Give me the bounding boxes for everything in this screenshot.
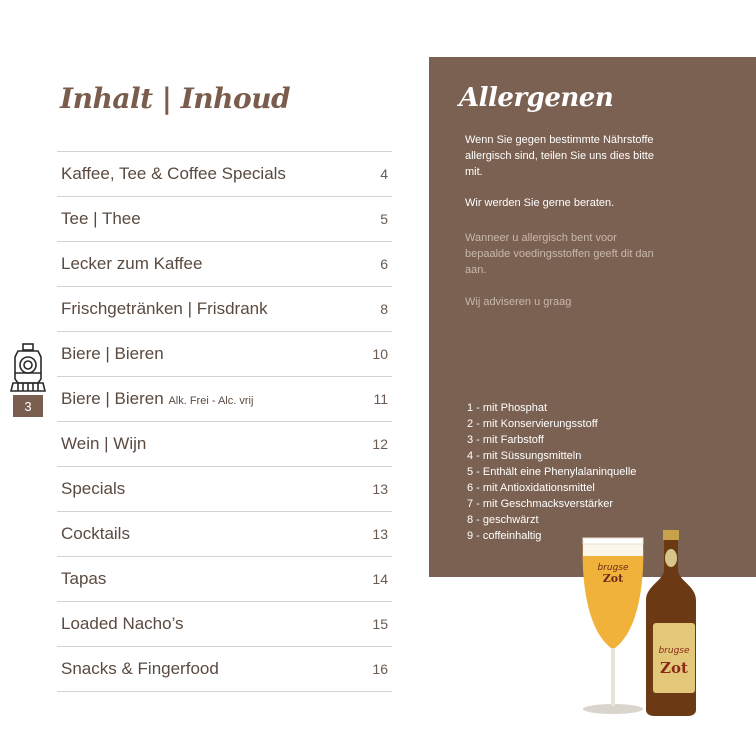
- toc-item-page: 14: [372, 571, 388, 587]
- allergen-advice-de: Wir werden Sie gerne beraten.: [465, 197, 615, 209]
- toc-item-soft-drinks[interactable]: [57, 287, 392, 332]
- svg-text:brugse: brugse: [658, 646, 690, 656]
- panel-title: Allergenen: [459, 83, 614, 113]
- toc-item-specials[interactable]: [57, 467, 392, 512]
- allergen-item: 1 - mit Phosphat: [467, 402, 548, 414]
- toc-item-label: Kaffee, Tee & Coffee Specials: [61, 164, 286, 183]
- toc-item-tapas[interactable]: [57, 557, 392, 602]
- toc-item-snacks[interactable]: [57, 647, 392, 692]
- toc-item-label: Frischgetränken | Frisdrank: [61, 299, 268, 318]
- toc-item-label: Tapas: [61, 569, 107, 588]
- toc-item-coffee[interactable]: [57, 152, 392, 197]
- train-front-icon: [9, 343, 47, 395]
- svg-text:brugse: brugse: [597, 563, 629, 573]
- toc-item-page: 13: [372, 481, 388, 497]
- toc-item-cake[interactable]: [57, 242, 392, 287]
- toc-item-label: Tee | Thee: [61, 209, 141, 228]
- allergen-advice-nl: Wij adviseren u graag: [465, 296, 572, 308]
- toc-item-page: 6: [380, 256, 388, 272]
- toc-item-wine[interactable]: [57, 422, 392, 467]
- allergen-item: 2 - mit Konservierungsstoff: [467, 418, 598, 430]
- beer-glass-icon: [583, 538, 644, 714]
- allergen-item: 4 - mit Süssungsmitteln: [467, 450, 582, 462]
- toc-item-page: 5: [380, 211, 388, 227]
- page-badge: [9, 343, 47, 417]
- toc-item-label: Snacks & Fingerfood: [61, 659, 219, 678]
- svg-text:Zot: Zot: [660, 659, 688, 677]
- toc-item-tea[interactable]: [57, 197, 392, 242]
- allergen-item: 5 - Enthält eine Phenylalaninquelle: [467, 466, 637, 478]
- toc-item-cocktails[interactable]: [57, 512, 392, 557]
- allergen-item: 9 - coffeinhaltig: [467, 530, 542, 542]
- allergen-info-de: Wenn Sie gegen bestimmte Nährstoffe allergisch sind, teilen Sie uns dies bitte mit.: [465, 134, 654, 178]
- toc-item-label: Wein | Wijn: [61, 434, 147, 453]
- allergen-item: 6 - mit Antioxidationsmittel: [467, 482, 595, 494]
- toc-item-label: Loaded Nacho’s: [61, 614, 184, 633]
- page-number: 3: [13, 395, 43, 417]
- toc-item-label: Biere | Bieren: [61, 344, 164, 363]
- allergen-panel: [429, 57, 756, 577]
- toc-item-label: Cocktails: [61, 524, 130, 543]
- toc-item-page: 10: [372, 346, 388, 362]
- beer-bottle-icon: [646, 530, 696, 716]
- toc-item-page: 13: [372, 526, 388, 542]
- toc-item-page: 15: [372, 616, 388, 632]
- toc-item-beer-alcohol-free[interactable]: [57, 377, 392, 422]
- toc-list: [57, 151, 392, 692]
- toc-item-page: 4: [380, 166, 388, 182]
- beer-glass-and-bottle-image: [575, 528, 705, 718]
- svg-text:Zot: Zot: [602, 572, 624, 585]
- toc-item-page: 16: [372, 661, 388, 677]
- toc-item-nachos[interactable]: [57, 602, 392, 647]
- allergen-list: [467, 400, 636, 544]
- allergen-item: 7 - mit Geschmacksverstärker: [467, 498, 614, 510]
- allergen-item: 3 - mit Farbstoff: [467, 434, 544, 446]
- allergen-info-nl: Wanneer u allergisch bent voor bepaalde voedingsstoffen geeft dit dan aan.: [465, 232, 654, 276]
- allergen-item: 8 - geschwärzt: [467, 514, 539, 526]
- toc-title: Inhalt | Inhoud: [60, 82, 291, 115]
- toc-item-label: [61, 389, 253, 409]
- toc-item-label-main: Biere | Bieren: [61, 389, 164, 408]
- toc-item-page: 8: [380, 301, 388, 317]
- toc-item-page: 11: [373, 391, 388, 407]
- toc-item-sublabel: Alk. Frei - Alc. vrij: [168, 395, 254, 407]
- toc-item-beer[interactable]: [57, 332, 392, 377]
- toc-item-label: Specials: [61, 479, 126, 498]
- toc-item-label: Lecker zum Kaffee: [61, 254, 203, 273]
- toc-item-page: 12: [372, 436, 388, 452]
